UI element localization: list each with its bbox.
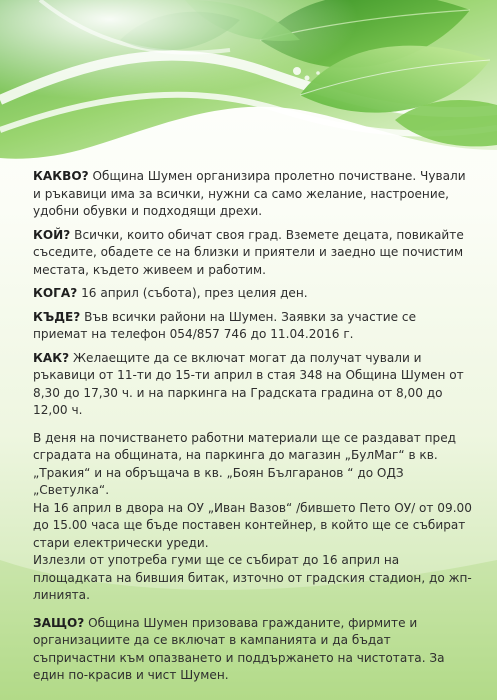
label-kade: КЪДЕ? [33, 309, 81, 324]
info-line-tyres: Излезли от употреба гуми ще се събират до 16 април на площадката на бившия битак, източно от градския стадион, до жп-линията. [33, 553, 472, 602]
label-zashto: ЗАЩО? [33, 615, 85, 630]
label-koga: КОГА? [33, 286, 78, 300]
text-koga: 16 април (събота), през целия ден. [77, 286, 308, 300]
info-line-container: На 16 април в двора на ОУ „Иван Вазов“ /бившето Пето ОУ/ от 09.00 до 15.00 часа ще бъде поставен контейнер, в който ще се събират стари електрически уреди. [33, 500, 472, 550]
text-koy: Всички, които обичат своя град. Вземете децата, повикайте съседите, обадете се на близки и приятели и заедно ще почистим местата, където живеем и работим. [33, 227, 464, 277]
paragraph-koga [33, 285, 473, 303]
text-kade: Във всички райони на Шумен. Заявки за участие се приемат на телефон 054/857 746 до 11.04.2016 г. [33, 309, 417, 341]
text-kakvo: Община Шумен организира пролетно почистване. Чували и ръкавици има за всички, нужни са само желание, настроение, удобни обувки и подходящи дрехи. [33, 169, 466, 218]
label-kakvo: КАКВО? [33, 169, 89, 183]
paragraph-koy [33, 227, 473, 280]
paragraph-kak [33, 350, 473, 420]
paragraph-zashto [33, 615, 473, 685]
paragraph-kade [33, 309, 473, 344]
label-kak: КАК? [33, 350, 70, 365]
info-line-materials: В деня на почистването работни материали ще се раздават пред сградата на общината, на паркинга до магазин „БулМаг“ в кв. „Тракия“ и на обръщача в кв. „Боян Българанов “ до ОДЗ „Светулка“. [33, 430, 457, 497]
document-body [33, 168, 473, 691]
label-koy: КОЙ? [33, 227, 71, 242]
paragraph-kakvo [33, 168, 473, 221]
text-zashto: Община Шумен призовава гражданите, фирмите и организациите да се включат в кампанията и да бъдат съпричастни към опазването и поддържането на чистотата. За един по-красив и чист Шумен. [33, 615, 445, 682]
text-kak: Желаещите да се включат могат да получат чували и ръкавици от 11-ти до 15-ти април в стая 348 на Община Шумен от 8,30 до 17,30 ч. и на паркинга на Градската градина от 8,00 до 12,00 ч. [33, 350, 464, 417]
